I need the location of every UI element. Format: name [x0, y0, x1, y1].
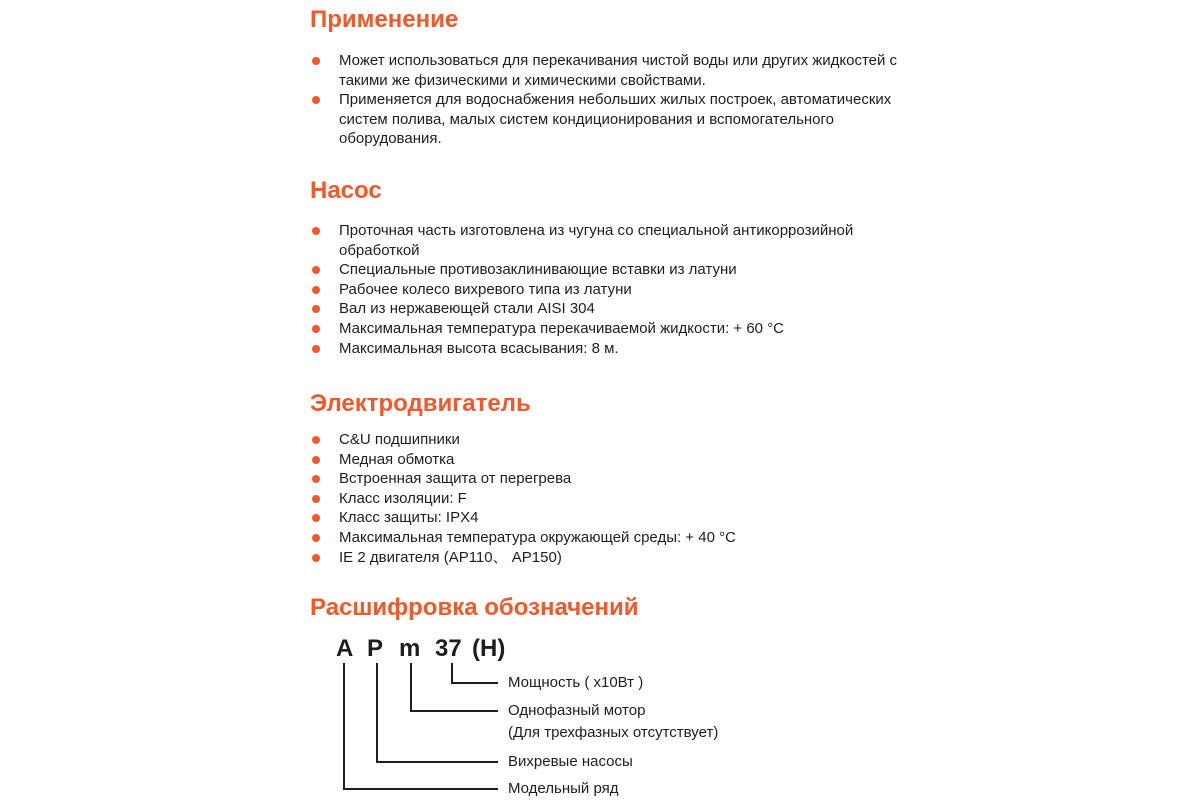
list-item: Максимальная температура окружающей среды: + 40 °С: [310, 528, 910, 548]
connector-vortex: [377, 663, 498, 762]
legend-vortex-pumps: Вихревые насосы: [508, 753, 633, 770]
section-title-pump: Насос: [310, 177, 382, 204]
list-item: Проточная часть изготовлена из чугуна со специальной антикоррозийной обработкой: [310, 221, 910, 260]
list-item: Может использоваться для перекачивания чистой воды или других жидкостей с такими же физическими и химическими свойствами.: [310, 51, 910, 90]
section-title-motor: Электродвигатель: [310, 390, 531, 417]
connector-model-line: [344, 663, 498, 789]
list-item: Максимальная температура перекачиваемой жидкости: + 60 °С: [310, 319, 910, 339]
list-item: Применяется для водоснабжения небольших жилых построек, автоматических систем полива, малых систем кондиционирования и вспомогательного оборудования.: [310, 90, 910, 149]
code-letter-m: m: [399, 635, 421, 662]
legend-single-phase: Однофазный мотор: [508, 702, 646, 719]
connector-power: [452, 663, 498, 683]
list-item: Максимальная высота всасывания: 8 м.: [310, 339, 910, 359]
section-title-decoding: Расшифровка обозначений: [310, 594, 639, 621]
code-letter-a: A: [336, 635, 354, 662]
list-item: C&U подшипники: [310, 430, 910, 450]
code-power-number: 37: [435, 635, 462, 662]
list-item: Медная обмотка: [310, 450, 910, 470]
list-item: IE 2 двигателя (AP110、 AP150): [310, 548, 910, 568]
list-item: Рабочее колесо вихревого типа из латуни: [310, 280, 910, 300]
legend-power: Мощность ( х10Вт ): [508, 674, 644, 691]
list-item: Класс защиты: IPX4: [310, 508, 910, 528]
section-title-application: Применение: [310, 6, 459, 33]
connector-single-phase: [411, 663, 498, 711]
legend-three-phase-note: (Для трехфазных отсутствует): [508, 724, 719, 741]
list-item: Специальные противозаклинивающие вставки из латуни: [310, 260, 910, 280]
list-item: Вал из нержавеющей стали AISI 304: [310, 299, 910, 319]
list-item: Класс изоляции: F: [310, 489, 910, 509]
code-suffix-h: (H): [472, 635, 506, 662]
legend-model-line: Модельный ряд: [508, 780, 619, 797]
code-letter-p: P: [367, 635, 384, 662]
list-item: Встроенная защита от перегрева: [310, 469, 910, 489]
